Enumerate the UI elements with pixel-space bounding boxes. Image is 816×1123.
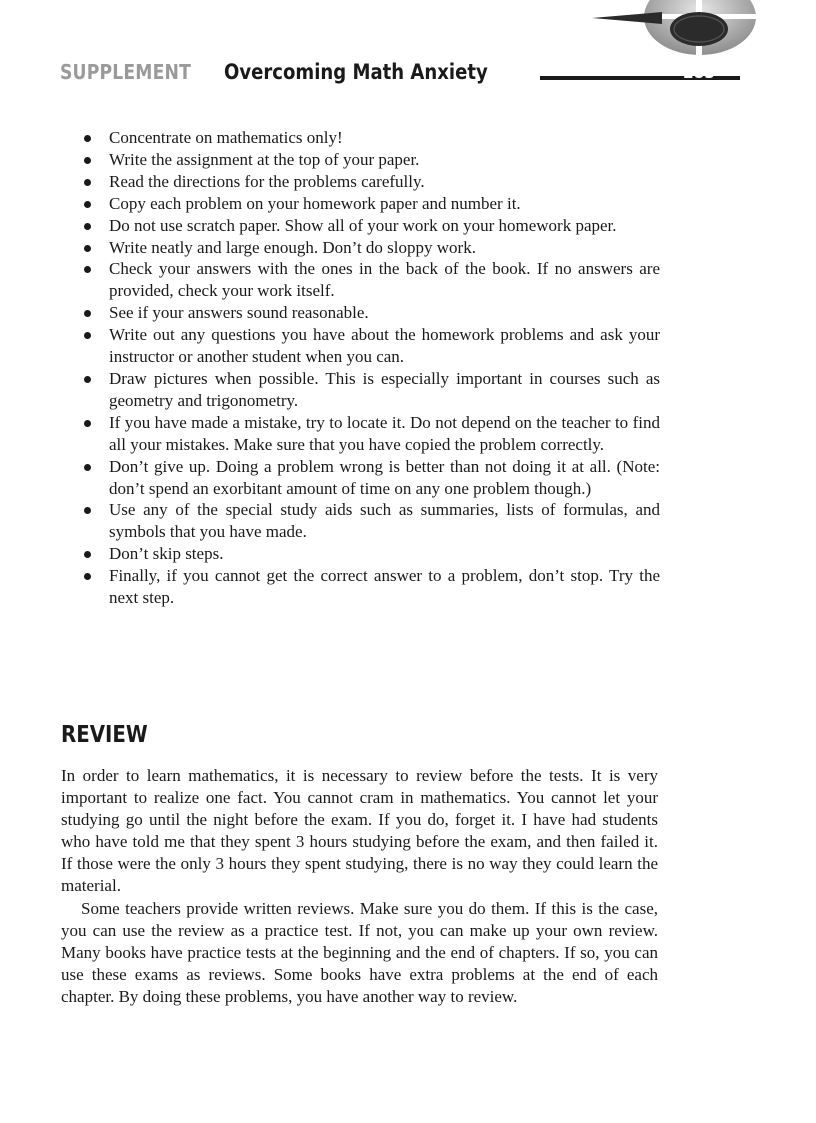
- bullet-icon: [84, 507, 91, 514]
- bullet-icon: [84, 201, 91, 208]
- bullet-icon: [84, 179, 91, 186]
- list-item-text: Copy each problem on your homework paper and number it.: [109, 193, 521, 213]
- list-item-text: Don’t give up. Doing a problem wrong is better than not doing it at all. (Note: don’t spend an exorbitant amount of time on any one problem though.): [109, 456, 660, 498]
- list-item-text: Draw pictures when possible. This is especially important in courses such as geometry and trigonometry.: [109, 368, 660, 410]
- list-item-text: Concentrate on mathematics only!: [109, 128, 343, 147]
- list-item-text: Read the directions for the problems carefully.: [109, 171, 425, 191]
- bullet-icon: [84, 376, 91, 383]
- list-item-text: If you have made a mistake, try to locate it. Do not depend on the teacher to find all your mistakes. Make sure that you have copied the problem correctly.: [109, 412, 660, 454]
- bullet-icon: [84, 245, 91, 252]
- header-title: Overcoming Math Anxiety: [224, 60, 488, 84]
- bullet-icon: [84, 157, 91, 164]
- list-item-text: Use any of the special study aids such as summaries, lists of formulas, and symbols that you have made.: [109, 500, 660, 542]
- list-item-text: See if your answers sound reasonable.: [109, 303, 369, 323]
- list-item-text: Check your answers with the ones in the back of the book. If no answers are provided, check your work itself.: [109, 259, 660, 301]
- bullet-icon: [84, 332, 91, 339]
- list-item: [80, 302, 660, 324]
- bullet-icon: [84, 135, 91, 142]
- list-item-text: Don’t skip steps.: [109, 544, 224, 564]
- list-item: [80, 543, 660, 565]
- bullet-icon: [84, 310, 91, 317]
- list-item: [80, 149, 660, 171]
- list-item: [80, 193, 660, 215]
- page-number-badge-graphic: [592, 0, 756, 56]
- page-number: 283: [683, 63, 715, 83]
- list-item: [80, 215, 660, 237]
- bullet-icon: [84, 420, 91, 427]
- bullet-icon: [84, 464, 91, 471]
- list-item-text: Write neatly and large enough. Don’t do sloppy work.: [109, 237, 476, 257]
- bullet-icon: [84, 223, 91, 230]
- running-header: [60, 58, 760, 94]
- review-section-body: [61, 765, 658, 1008]
- list-item: [80, 324, 660, 368]
- badge-taper: [592, 12, 662, 24]
- list-item: [80, 127, 660, 149]
- list-item: [80, 565, 660, 609]
- review-paragraph-2: Some teachers provide written reviews. Make sure you do them. If this is the case, you can use the review as a practice test. If not, you can make up your own review. Many books have practice tests at the beginning and the end of chapters. If so, you can use these exams as reviews. Some books have extra problems at the end of each chapter. By doing these problems, you have another way to review.: [61, 898, 658, 1006]
- list-item: [80, 499, 660, 543]
- review-paragraph-1: In order to learn mathematics, it is necessary to review before the tests. It is very important to realize one fact. You cannot cram in mathematics. You cannot let your studying go until the night before the exam. If you do, forget it. I have had students who have told me that they spent 3 hours studying before the exam, and then failed it. If those were the only 3 hours they spent studying, there is no way they could learn the material.: [61, 766, 658, 896]
- list-item: [80, 456, 660, 500]
- badge-lozenge: [670, 12, 728, 46]
- homework-tips-list: [80, 127, 660, 609]
- bullet-icon: [84, 573, 91, 580]
- list-item-text: Finally, if you cannot get the correct answer to a problem, don’t stop. Try the next step.: [109, 566, 660, 608]
- review-heading: REVIEW: [61, 722, 148, 748]
- list-item: [80, 258, 660, 302]
- bullet-icon: [84, 551, 91, 558]
- list-item: [80, 171, 660, 193]
- bullet-icon: [84, 266, 91, 273]
- list-item: [80, 368, 660, 412]
- list-item-text: Do not use scratch paper. Show all of your work on your homework paper.: [109, 215, 617, 235]
- list-item-text: Write out any questions you have about the homework problems and ask your instructor or another student when you can.: [109, 325, 660, 367]
- supplement-label: SUPPLEMENT: [60, 60, 191, 84]
- list-item: [80, 237, 660, 259]
- list-item-text: Write the assignment at the top of your paper.: [109, 149, 420, 169]
- list-item: [80, 412, 660, 456]
